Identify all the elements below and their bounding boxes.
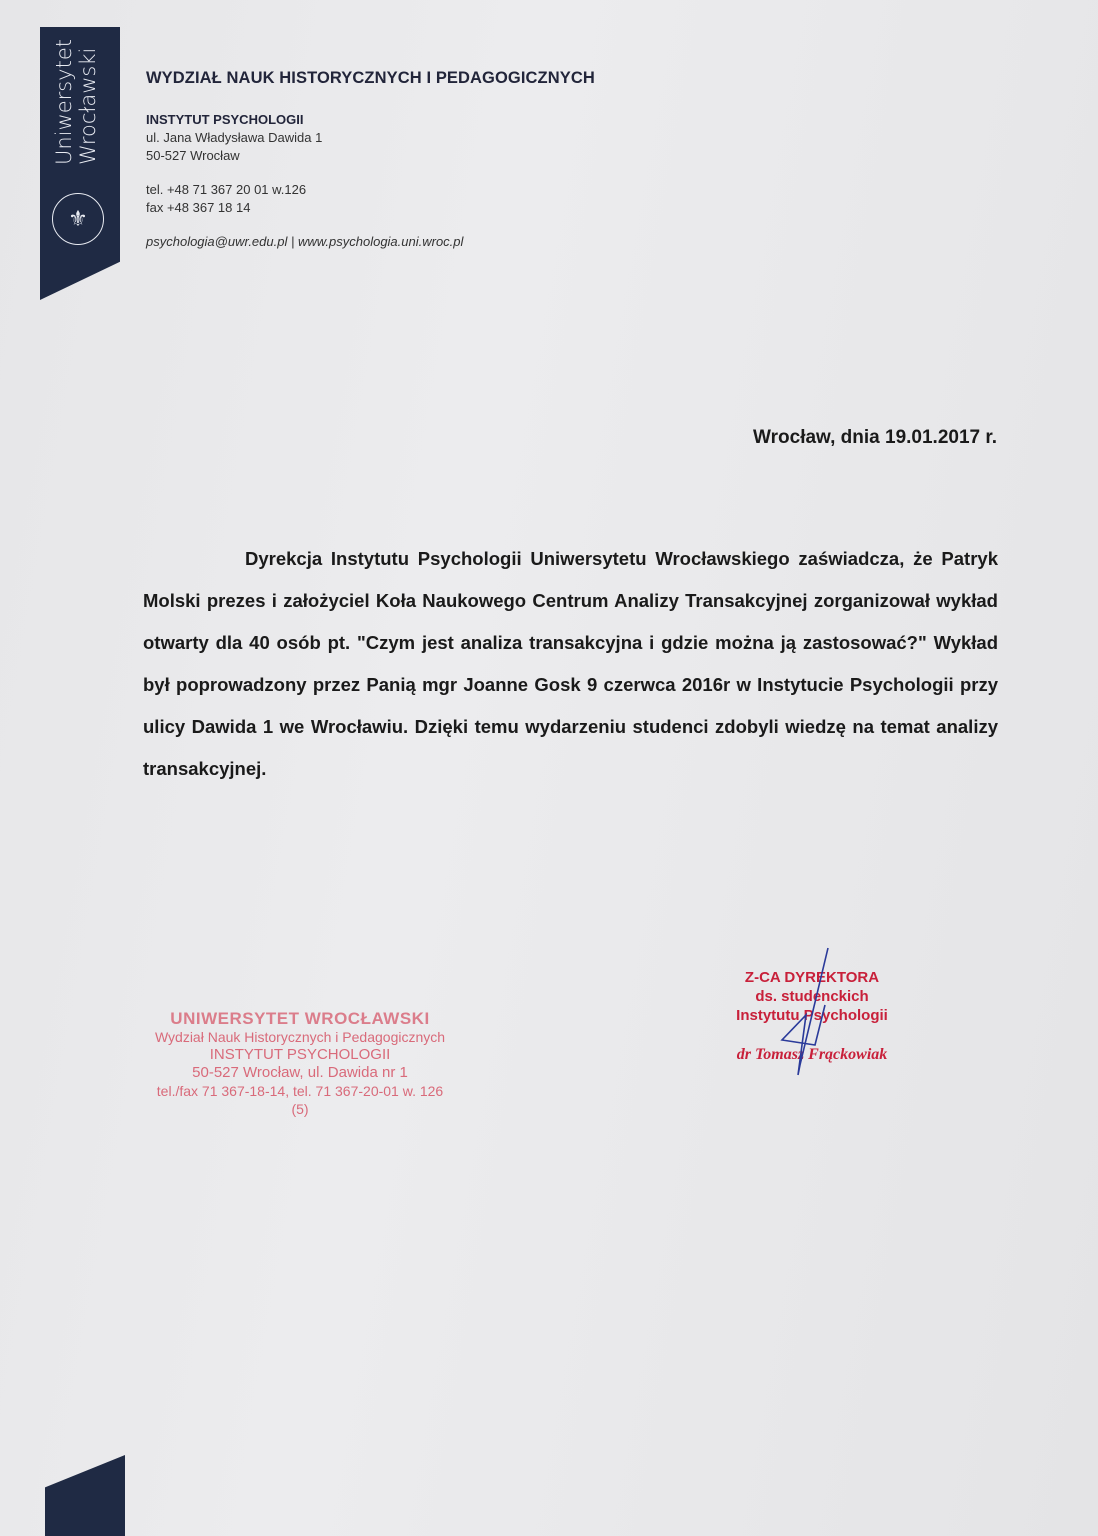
- city: 50-527 Wrocław: [146, 148, 240, 163]
- faculty-name: WYDZIAŁ NAUK HISTORYCZNYCH I PEDAGOGICZNYCH: [146, 69, 595, 87]
- phone-block: [146, 181, 306, 217]
- signatory-institute: Instytutu Psychologii: [736, 1007, 888, 1024]
- institute-stamp: [150, 1010, 450, 1118]
- stamp-line: UNIWERSYTET WROCŁAWSKI: [170, 1009, 430, 1028]
- signatory-title: Z-CA DYREKTORA: [744, 969, 880, 986]
- fax: fax +48 367 18 14: [146, 200, 251, 215]
- letter-date: Wrocław, dnia 19.01.2017 r.: [753, 427, 997, 448]
- contact-line: psychologia@uwr.edu.pl | www.psychologia.uni.wroc.pl: [146, 234, 464, 249]
- institute-address: [146, 111, 322, 165]
- phone: tel. +48 71 367 20 01 w.126: [146, 182, 307, 197]
- signatory-dept: ds. studenckich: [755, 988, 869, 1005]
- stamp-line: Wydział Nauk Historycznych i Pedagogicznych: [154, 1029, 446, 1045]
- street: ul. Jana Władysława Dawida 1: [146, 130, 323, 145]
- logo-line-1: Uniwersytet: [52, 39, 76, 165]
- stamp-line: tel./fax 71 367-18-14, tel. 71 367-20-01 w. 126: [156, 1083, 444, 1099]
- stamp-line: 50-527 Wrocław, ul. Dawida nr 1: [192, 1064, 408, 1081]
- corner-decoration: [45, 1455, 125, 1536]
- institute-name: INSTYTUT PSYCHOLOGII: [146, 112, 304, 127]
- signatory-name: dr Tomasz Frąckowiak: [736, 1046, 888, 1063]
- stamp-line: INSTYTUT PSYCHOLOGII: [209, 1046, 391, 1063]
- university-seal-icon: ⚜: [52, 193, 104, 245]
- handwritten-signature: [770, 945, 840, 1080]
- logo-line-2: Wrocławski: [76, 47, 100, 165]
- university-logo-text: [52, 39, 100, 165]
- stamp-line: (5): [291, 1101, 309, 1117]
- letter-body: Dyrekcja Instytutu Psychologii Uniwersytetu Wrocławskiego zaświadcza, że Patryk Molski prezes i założyciel Koła Naukowego Centrum Analizy Transakcyjnej zorganizował wykład otwarty dla 40 osób pt. "Czym jest analiza transakcyjna i gdzie można ją zastosować?" Wykład był poprowadzony przez Panią mgr Joanne Gosk 9 czerwca 2016r w Instytucie Psychologii przy ulicy Dawida 1 we Wrocławiu. Dzięki temu wydarzeniu studenci zdobyli wiedzę na temat analizy transakcyjnej.: [143, 548, 998, 779]
